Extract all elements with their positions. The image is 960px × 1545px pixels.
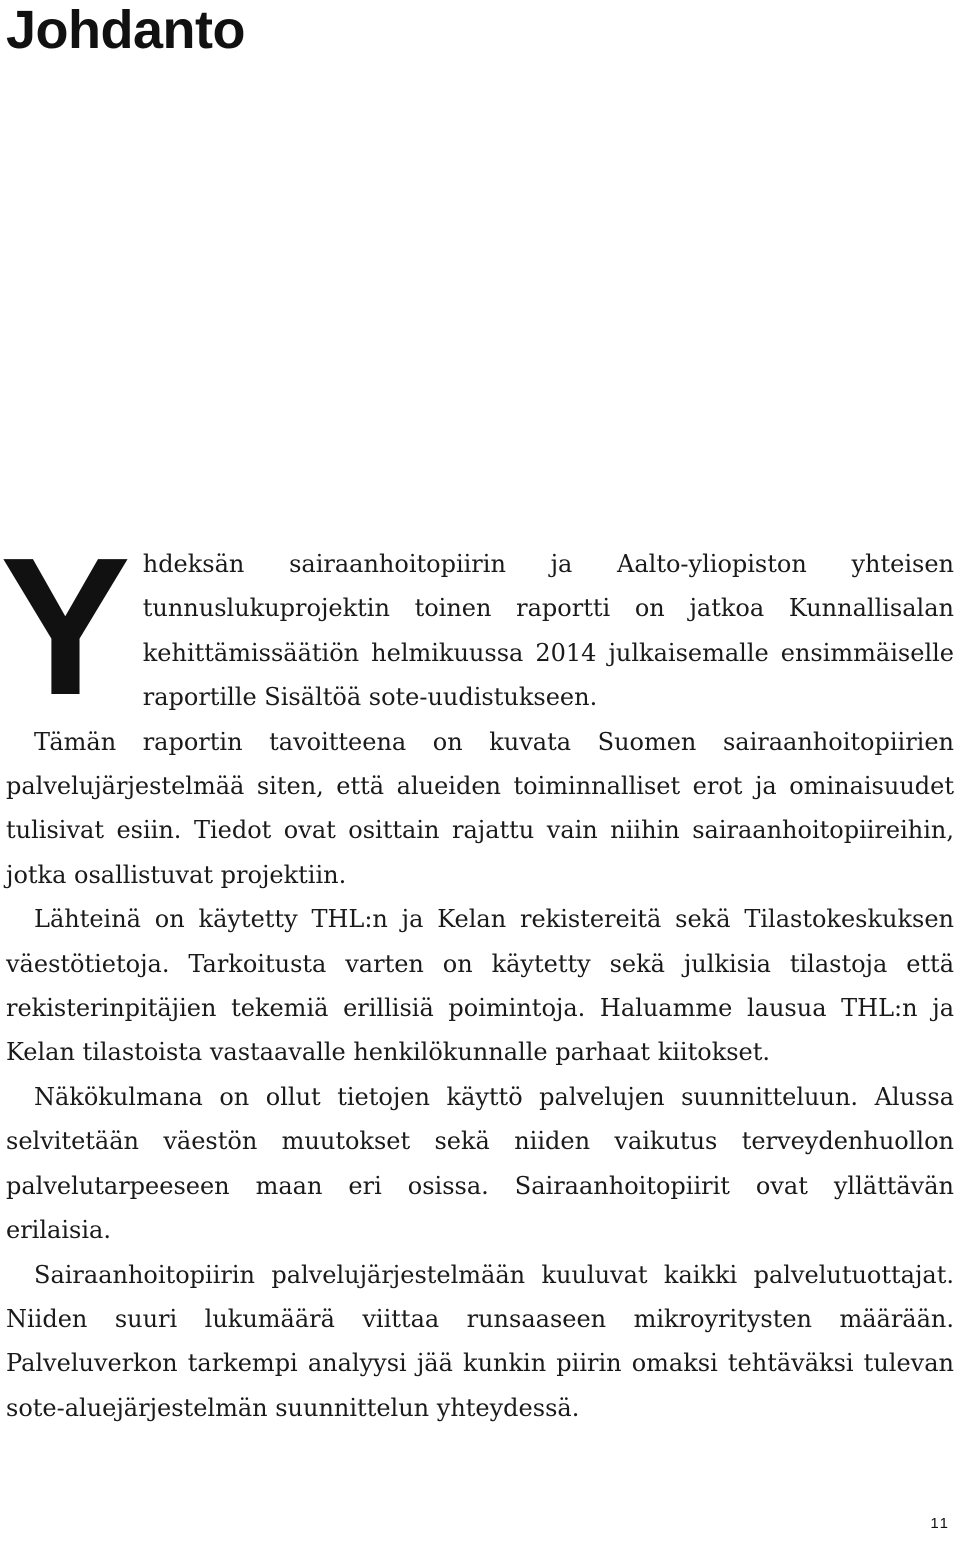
paragraph-sources: Lähteinä on käytetty THL:n ja Kelan rekistereitä sekä Tilastokeskuksen väestötietoja. Tarkoitusta varten on käytetty sekä julkisia tilastoja että rekisterinpitäjien tekemiä erillisiä poimintoja. Haluamme lausua THL:n ja Kelan tilastoista vastaavalle henkilökunnalle parhaat kiitokset. [6,905,954,1067]
paragraph-intro [0,517,954,736]
paragraph-text: hdeksän sairaanhoitopiirin ja Aalto-yliopiston yhteisen tunnuslukuprojektin toinen raportti on jatkoa Kunnallisalan kehittämissäätiön helmikuussa 2014 julkaisemalle ensimmäiselle raportille Sisältöä sote-uudistukseen. [142,550,954,712]
paragraph-perspective: Näkökulmana on ollut tietojen käyttö palvelujen suunnitteluun. Alussa selvitetään väestön muutokset sekä niiden vaikutus terveydenhuollon palvelutarpeeseen maan eri osissa. Sairaanhoitopiirit ovat yllättävän erilaisia. [6,1082,954,1245]
page-title: Johdanto [6,0,245,60]
paragraph-service-system: Sairaanhoitopiirin palvelujärjestelmään kuuluvat kaikki palvelutuottajat. Niiden suuri lukumäärä viittaa runsaaseen mikroyritysten määrään. Palveluverkon tarkempi analyysi jää kunkin piirin omaksi tehtäväksi tulevan sote-aluejärjestelmän suunnittelun yhteydessä. [6,1260,954,1422]
dropcap-letter: Y [0,517,131,736]
paragraph-goal: Tämän raportin tavoitteena on kuvata Suomen sairaanhoitopiirien palvelujärjestelmää siten, että alueiden toiminnalliset erot ja ominaisuudet tulisivat esiin. Tiedot ovat osittain rajattu vain niihin sairaanhoitopiireihin, jotka osallistuvat projektiin. [6,727,954,889]
body-text [0,517,954,1430]
page-number: 11 [930,1515,950,1532]
